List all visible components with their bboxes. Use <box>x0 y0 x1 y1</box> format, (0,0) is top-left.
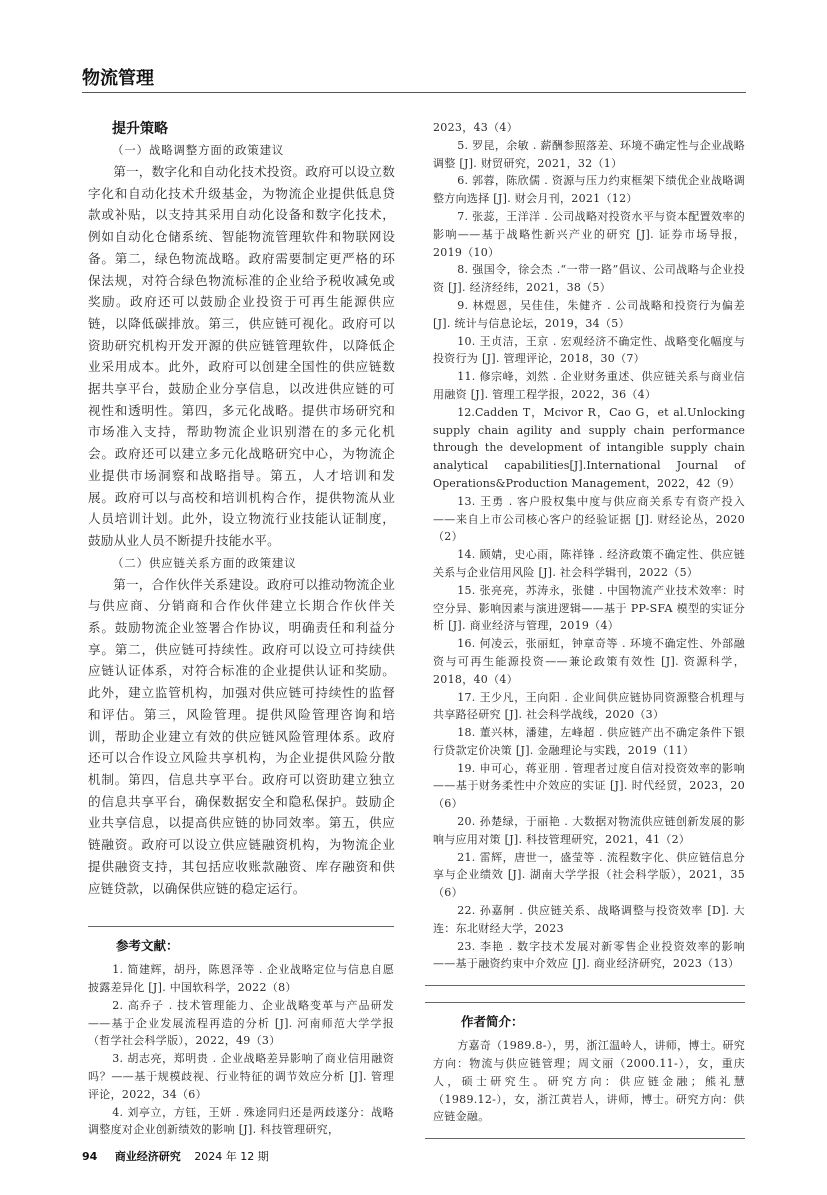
reference-item: 13. 王勇 . 客户股权集中度与供应商关系专有资产投入——来自上市公司核心客户的经验证据 [J]. 财经论丛，2020（2） <box>433 494 745 544</box>
references-end-divider <box>425 985 745 986</box>
references-left <box>88 927 394 1139</box>
page-number: 94 <box>82 1150 98 1164</box>
subsection-title-1: （一）战略调整方面的政策建议 <box>112 143 285 157</box>
reference-item: 7. 张蕊，王洋洋 . 公司战略对投资水平与资本配置效率的影响——基于战略性新兴产业的研究 [J]. 证券市场导报，2019（10） <box>433 209 745 259</box>
author-bio <box>433 1003 745 1138</box>
subsection-title-2: （二）供应链关系方面的政策建议 <box>112 555 297 570</box>
reference-item: 18. 董兴林，潘建，左峰超 . 供应链产出不确定条件下银行贷款定价决策 [J]. 金融理论与实践，2019（11） <box>433 726 745 757</box>
columns <box>0 119 827 1139</box>
reference-item-continued: 2023，43（4） <box>433 121 518 134</box>
reference-item: 21. 雷辉，唐世一，盛莹等 . 流程数字化、供应链信息分享与企业绩效 [J]. 湖南大学学报（社会科学版），2021，35（6） <box>433 850 745 900</box>
reference-item: 5. 罗昆，余敏 . 薪酬参照落差、环境不确定性与企业战略调整 [J]. 财贸研究，2021，32（1） <box>433 138 745 170</box>
reference-item: 3. 胡志亮，郑明贵 . 企业战略差异影响了商业信用融资吗？——基于规模歧视、行业特征的调节效应分析 [J]. 管理评论，2022，34（6） <box>88 1052 394 1101</box>
right-column <box>433 119 745 1139</box>
journal-name: 商业经济研究 <box>114 1150 181 1164</box>
reference-item: 12.Cadden T，Mcivor R，Cao G，et al.Unlocking supply chain agility and supply chain performance through the development of intangible supply chain analytical capabilities[J].International Journal of Operations&Production Management，2022，42（9） <box>433 405 745 490</box>
reference-item: 6. 郭蓉，陈欣儒 . 资源与压力约束框架下绩优企业战略调整方向选择 [J]. 财会月刊，2021（12） <box>433 174 745 206</box>
references-title: 参考文献： <box>116 938 179 954</box>
reference-item: 23. 李艳 . 数字技术发展对新零售企业投资效率的影响——基于融资约束中介效应 [J]. 商业经济研究，2023（13） <box>433 939 745 971</box>
reference-item: 17. 王少凡，王向阳 . 企业间供应链协同资源整合机理与共享路径研究 [J]. 社会科学战线，2020（3） <box>433 690 745 722</box>
section-title: 提升策略 <box>112 121 168 137</box>
references-right <box>433 119 745 973</box>
author-title: 作者简介： <box>461 1014 524 1030</box>
reference-item: 8. 强国令，徐会杰 .“一带一路”倡议、公司战略与企业投资 [J]. 经济经纬，2021，38（5） <box>433 263 745 295</box>
reference-item: 10. 王贞洁，王京 . 宏观经济不确定性、战略变化幅度与投资行为 [J]. 管理评论，2018，30（7） <box>433 334 745 366</box>
reference-item: 9. 林煜恩，吴佳佳，朱健齐 . 公司战略和投资行为偏差 [J]. 统计与信息论坛，2019，34（5） <box>433 298 745 330</box>
reference-item: 20. 孙楚绿，于丽艳 . 大数据对物流供应链创新发展的影响与应用对策 [J]. 科技管理研究，2021，41（2） <box>433 815 745 846</box>
header-divider <box>82 92 746 93</box>
reference-item: 4. 刘亭立，方钰，王妍 . 殊途同归还是两歧遂分：战略调整度对企业创新绩效的影响 [J]. 科技管理研究， <box>88 1105 394 1137</box>
author-text: 方嘉奇（1989.8-），男，浙江温岭人，讲师，博士。研究方向：物流与供应链管理；周文丽（2000.11-），女，重庆人，硕士研究生。研究方向：供应链金融；熊礼慧（1989.12-），女，浙江黄岩人，讲师，博士。研究方向：供应链金融。 <box>433 1039 745 1124</box>
body-paragraph-1: 第一，数字化和自动化技术投资。政府可以设立数字化和自动化技术升级基金，为物流企业提供低息贷款或补贴，以支持其采用自动化设备和数字化技术，例如自动化仓储系统、智能物流管理软件和物联网设备。第二，绿色物流战略。政府需要制定更严格的环保法规，对符合绿色物流标准的企业给予税收减免或奖励。政府还可以鼓励企业投资于可再生能源供应链，以降低碳排放。第三，供应链可视化。政府可以资助研究机构开发开源的供应链管理软件，以降低企业采用成本。此外，政府可以创建全国性的供应链数据共享平台，鼓励企业分享信息，以改进供应链的可视性和透明性。第四，多元化战略。提供市场研究和市场准入支持，帮助物流企业识别潜在的多元化机会。政府还可以建立多元化战略研究中心，为物流企业提供市场洞察和战略指导。第五，人才培训和发展。政府可以与高校和培训机构合作，提供物流从业人员培训计划。此外，设立物流行业技能认证制度，鼓励从业人员不断提升技能水平。 <box>88 164 395 548</box>
journal-issue: 2024 年 12 期 <box>194 1150 269 1164</box>
reference-item: 1. 简建辉，胡丹，陈恩泽等 . 企业战略定位与信息自愿披露差异化 [J]. 中国软科学，2022（8） <box>88 963 394 995</box>
reference-item: 15. 张亮亮，苏涛永，张健 . 中国物流产业技术效率：时空分异、影响因素与演进逻辑——基于 PP-SFA 模型的实证分析 [J]. 商业经济与管理，2019（4） <box>433 583 745 633</box>
page-footer <box>82 1149 827 1195</box>
section-header: 物流管理 <box>82 68 154 89</box>
reference-item: 2. 高乔子 . 技术管理能力、企业战略变革与产品研发——基于企业发展流程再造的分析 [J]. 河南师范大学学报（哲学社会科学版），2022，49（3） <box>88 998 394 1048</box>
reference-item: 22. 孙嘉舸 . 供应链关系、战略调整与投资效率 [D]. 大连：东北财经大学，2023 <box>433 904 745 935</box>
left-column <box>88 119 395 1139</box>
reference-item: 16. 何凌云，张丽虹，钟章奇等 . 环境不确定性、外部融资与可再生能源投资——兼论政策有效性 [J]. 资源科学，2018，40（4） <box>433 637 745 686</box>
spacer <box>88 899 395 926</box>
reference-item: 14. 顾婧，史心雨，陈祥锋 . 经济政策不确定性、供应链关系与企业信用风险 [J]. 社会科学辑刊，2022（5） <box>433 548 745 579</box>
body-paragraph-2: 第一，合作伙伴关系建设。政府可以推动物流企业与供应商、分销商和合作伙伴建立长期合作伙伴关系。鼓励物流企业签署合作协议，明确责任和利益分享。第二，供应链可持续性。政府可以设立可持续供应链认证体系，对符合标准的企业提供认证和奖励。此外，建立监管机构，加强对供应链可持续性的监督和评估。第三，风险管理。提供风险管理咨询和培训，帮助企业建立有效的供应链风险管理体系。政府还可以合作设立风险共享机构，为企业提供风险分散机制。第四，信息共享平台。政府可以资助建立独立的信息共享平台，确保数据安全和隐私保护。鼓励企业共享信息，以提高供应链的协同效率。第五，供应链融资。政府可以设立供应链融资机构，为物流企业提供融资支持，其包括应收账款融资、库存融资和供应链贷款，以确保供应链的稳定运行。 <box>88 576 395 896</box>
author-bottom-divider <box>425 1138 745 1139</box>
reference-item: 19. 申可心，蒋亚朋 . 管理者过度自信对投资效率的影响——基于财务柔性中介效应的实证 [J]. 时代经贸，2023，20（6） <box>433 761 745 811</box>
reference-item: 11. 修宗峰，刘然 . 企业财务重述、供应链关系与商业信用融资 [J]. 管理工程学报，2022，36（4） <box>433 370 745 401</box>
